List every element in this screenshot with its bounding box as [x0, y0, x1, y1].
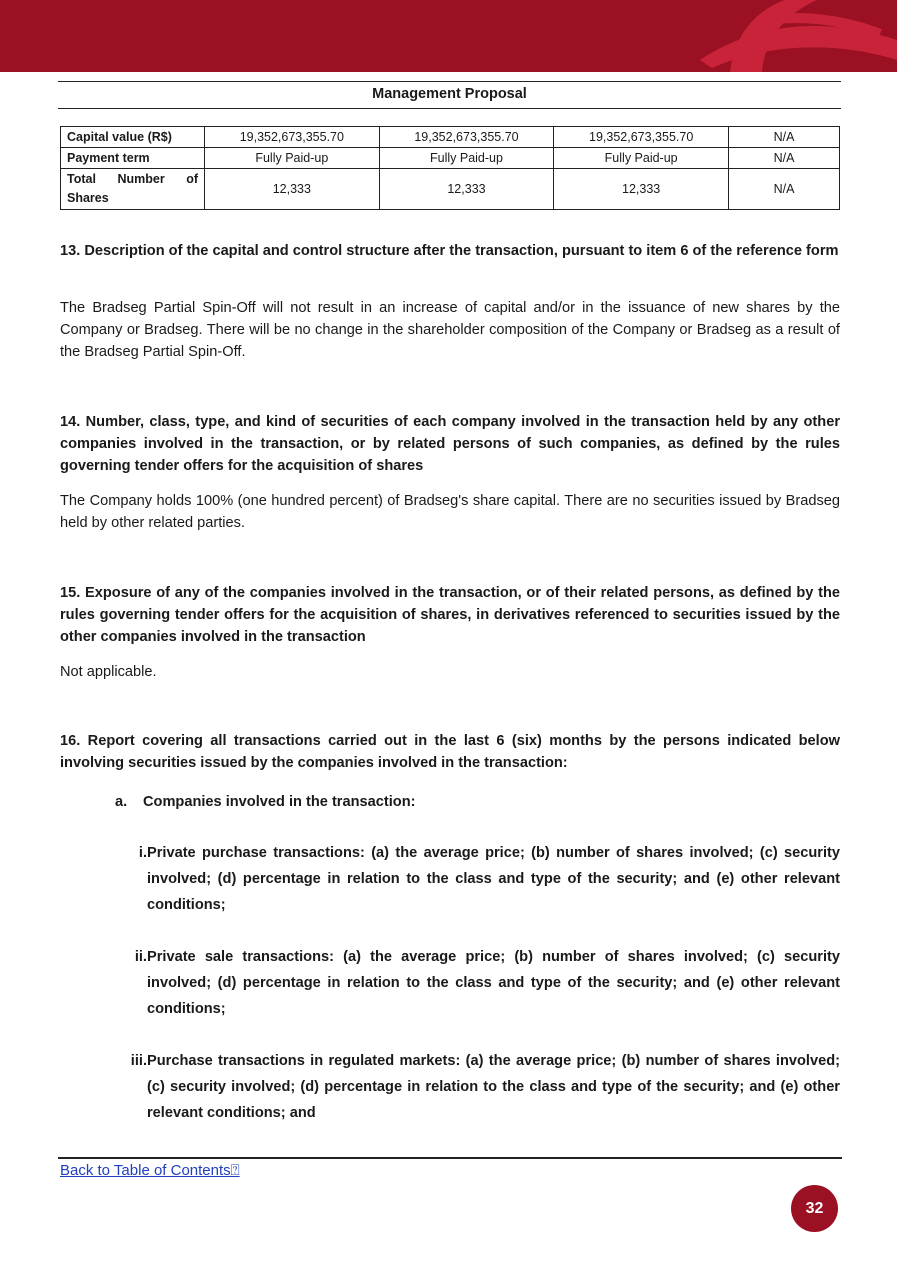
table-cell: Fully Paid-up	[554, 148, 729, 169]
table-row	[61, 169, 840, 210]
table-cell: Fully Paid-up	[205, 148, 380, 169]
table-row	[61, 148, 840, 169]
back-to-contents-link[interactable]: Back to Table of Contents⍰	[60, 1162, 240, 1179]
list-item	[138, 840, 840, 918]
header-rule-bottom	[58, 108, 841, 109]
table-row	[61, 127, 840, 148]
row-label: Total Number of Shares	[61, 169, 205, 210]
sub-item-marker: a.	[115, 794, 128, 810]
table-cell: 12,333	[205, 169, 380, 210]
table-cell: 19,352,673,355.70	[205, 127, 380, 148]
footer-rule	[58, 1157, 842, 1159]
row-label: Payment term	[61, 148, 205, 169]
list-item	[130, 1048, 840, 1126]
table-cell: 19,352,673,355.70	[554, 127, 729, 148]
section-13-body: The Bradseg Partial Spin-Off will not result in an increase of capital and/or in the issuance of new shares by the Company or Bradseg. There will be no change in the shareholder composition of the Company or Bradseg as a result of the Bradseg Partial Spin-Off.	[60, 300, 840, 360]
section-16-heading: 16. Report covering all transactions carried out in the last 6 (six) months by the persons indicated below involving securities issued by the companies involved in the transaction:	[60, 733, 840, 771]
section-15-body: Not applicable.	[60, 664, 157, 680]
table-cell: Fully Paid-up	[379, 148, 554, 169]
table-cell: N/A	[729, 169, 840, 210]
list-item-text: Private sale transactions: (a) the average price; (b) number of shares involved; (c) security involved; (d) percentage in relation to the class and type of the security; and (e) other relevant conditions;	[147, 949, 840, 1017]
header-banner	[0, 0, 897, 72]
list-item-number: iii.	[130, 1053, 147, 1069]
section-13-heading: 13. Description of the capital and control structure after the transaction, pursuant to item 6 of the reference form	[60, 243, 839, 259]
list-item-number: ii.	[134, 949, 147, 965]
section-14-body: The Company holds 100% (one hundred percent) of Bradseg's share capital. There are no securities issued by Bradseg held by other related parties.	[60, 493, 840, 531]
sub-item-a	[115, 791, 415, 813]
sub-item-text: Companies involved in the transaction:	[143, 794, 416, 810]
table-cell: N/A	[729, 148, 840, 169]
section-15-heading: 15. Exposure of any of the companies involved in the transaction, or of their related persons, as defined by the rules governing tender offers for the acquisition of shares, in derivatives referenced to securities issued by the other companies involved in the transaction	[60, 585, 840, 645]
page-title: Management Proposal	[372, 86, 527, 102]
section-14-heading: 14. Number, class, type, and kind of securities of each company involved in the transaction held by any other companies involved in the transaction, or by related persons of such companies, as defined by the rules governing tender offers for the acquisition of shares	[60, 414, 840, 474]
list-item	[134, 944, 840, 1022]
list-item-text: Private purchase transactions: (a) the average price; (b) number of shares involved; (c) security involved; (d) percentage in relation to the class and type of the security; and (e) other relevant conditions;	[147, 845, 840, 913]
table-cell: N/A	[729, 127, 840, 148]
list-item-number: i.	[138, 845, 147, 861]
table-cell: 19,352,673,355.70	[379, 127, 554, 148]
table-cell: 12,333	[379, 169, 554, 210]
page-number-badge: 32	[791, 1185, 838, 1232]
table-cell: 12,333	[554, 169, 729, 210]
row-label: Capital value (R$)	[61, 127, 205, 148]
header-rule-top	[58, 81, 841, 82]
list-item-text: Purchase transactions in regulated markets: (a) the average price; (b) number of shares involved; (c) security involved; (d) percentage in relation to the class and type of the security; and (e) other relevant conditions; and	[147, 1053, 840, 1121]
bradesco-logo-icon	[0, 0, 897, 72]
capital-table	[60, 126, 840, 210]
